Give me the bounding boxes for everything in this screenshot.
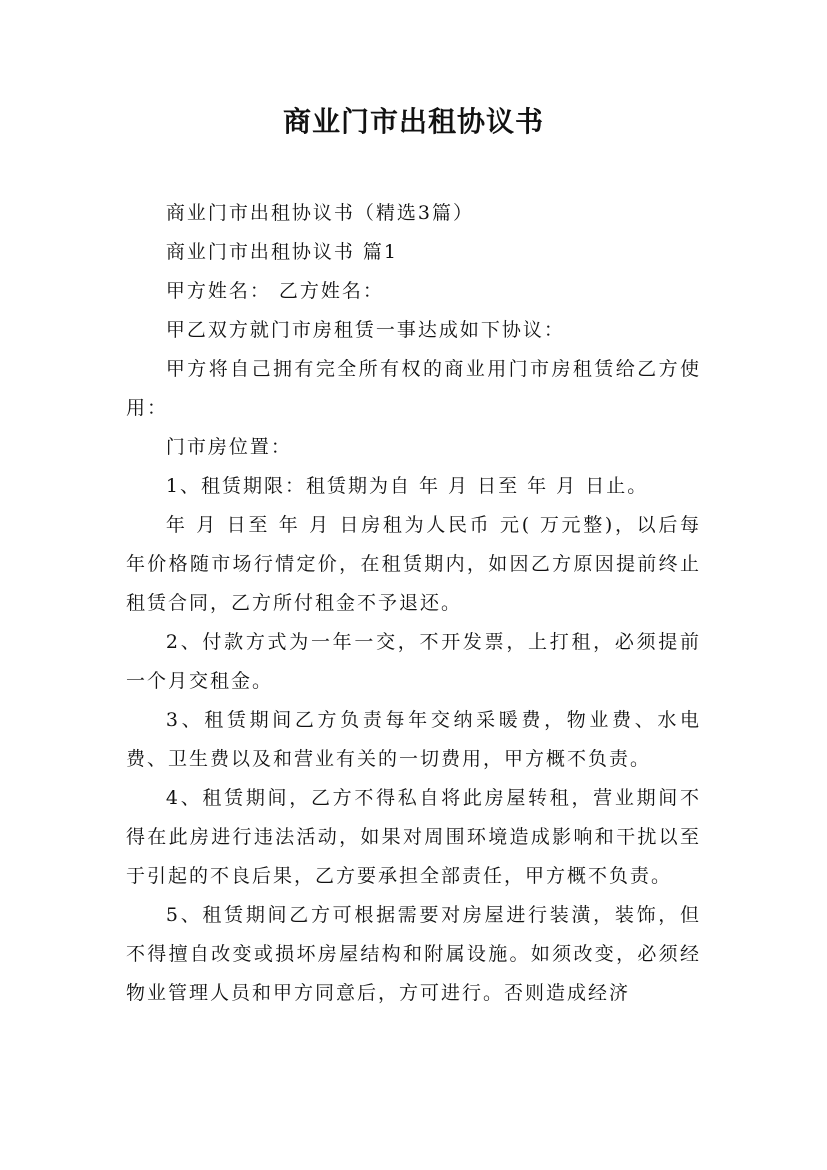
paragraph-subtitle: 商业门市出租协议书（精选3篇）	[165, 202, 474, 224]
paragraph-clause-5: 5、租赁期间乙方可根据需要对房屋进行装潢，装饰，但不得擅自改变或损坏房屋结构和附属设施。如须改变，必须经物业管理人员和甲方同意后，方可进行。否则造成经济	[126, 904, 701, 1004]
paragraph-agreement-intro: 甲乙双方就门市房租赁一事达成如下协议：	[165, 319, 565, 341]
document-title: 商业门市出租协议书	[282, 105, 544, 138]
paragraph-location: 门市房位置：	[165, 436, 292, 458]
paragraph-clause-3: 3、租赁期间乙方负责每年交纳采暖费，物业费、水电费、卫生费以及和营业有关的一切费用，甲方概不负责。	[126, 709, 701, 770]
document-body	[126, 194, 701, 1013]
paragraph-parties: 甲方姓名： 乙方姓名：	[165, 280, 384, 302]
paragraph-rent-terms: 年 月 日至 年 月 日房租为人民币 元( 万元整)，以后每年价格随市场行情定价，在租赁期内，如因乙方原因提前终止租赁合同，乙方所付租金不予退还。	[126, 514, 701, 614]
paragraph-clause-2: 2、付款方式为一年一交，不开发票，上打租，必须提前一个月交租金。	[126, 631, 701, 692]
paragraph-clause-4: 4、租赁期间，乙方不得私自将此房屋转租，营业期间不得在此房进行违法活动，如果对周围环境造成影响和干扰以至于引起的不良后果，乙方要承担全部责任，甲方概不负责。	[126, 787, 701, 887]
paragraph-lease-statement: 甲方将自己拥有完全所有权的商业用门市房租赁给乙方使用：	[126, 358, 701, 419]
paragraph-section-heading: 商业门市出租协议书 篇1	[165, 241, 399, 263]
paragraph-clause-1: 1、租赁期限：租赁期为自 年 月 日至 年 月 日止。	[165, 475, 649, 497]
